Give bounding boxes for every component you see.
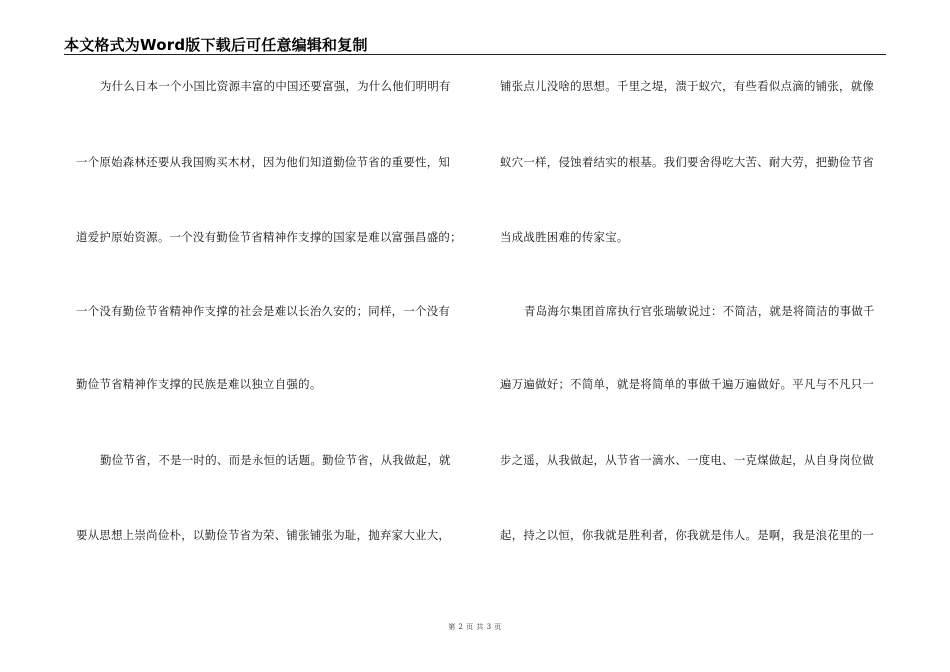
paragraph-line: 要从思想上崇尚俭朴，以勤俭节省为荣、铺张铺张为耻，抛弃家大业大， <box>76 528 451 542</box>
paragraph-line: 当成战胜困难的传家宝。 <box>500 230 629 244</box>
paragraph-line: 勤俭节省精神作支撑的民族是难以独立自强的。 <box>76 377 322 391</box>
paragraph-line: 勤俭节省，不是一时的、而是永恒的话题。勤俭节省，从我做起，就 <box>100 453 451 467</box>
paragraph-line: 遍万遍做好；不简单，就是将简单的事做千遍万遍做好。平凡与不凡只一 <box>500 377 875 391</box>
paragraph-line: 步之遥，从我做起，从节省一滴水、一度电、一克煤做起，从自身岗位做 <box>500 453 875 467</box>
paragraph-line: 一个没有勤俭节省精神作支撑的社会是难以长治久安的；同样，一个没有 <box>76 304 451 318</box>
paragraph-line: 道爱护原始资源。一个没有勤俭节省精神作支撑的国家是难以富强昌盛的； <box>76 230 462 244</box>
paragraph-line: 起，持之以恒，你我就是胜利者，你我就是伟人。是啊，我是浪花里的一 <box>500 528 875 542</box>
paragraph-line: 为什么日本一个小国比资源丰富的中国还要富强，为什么他们明明有 <box>100 79 451 93</box>
page-header <box>64 32 886 55</box>
document-header-title: 本文格式为Word版下载后可任意编辑和复制 <box>64 36 368 54</box>
paragraph-line: 蚁穴一样，侵蚀着结实的根基。我们要舍得吃大苦、耐大劳，把勤俭节省 <box>500 155 875 169</box>
paragraph-line: 铺张点儿没啥的思想。千里之堤，溃于蚁穴，有些看似点滴的铺张，就像 <box>500 79 875 93</box>
paragraph-line: 一个原始森林还要从我国购买木材，因为他们知道勤俭节省的重要性，知 <box>76 155 451 169</box>
paragraph-line: 青岛海尔集团首席执行官张瑞敏说过：不简洁，就是将简洁的事做千 <box>524 304 875 318</box>
page-number-footer: 第 2 页 共 3 页 <box>448 623 502 631</box>
